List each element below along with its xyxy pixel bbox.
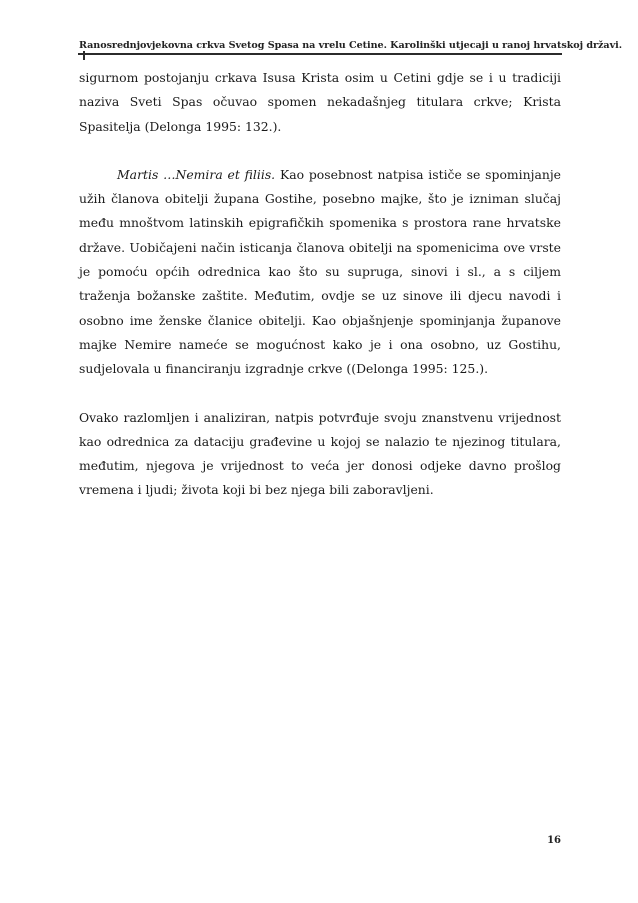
paragraph [79,66,561,139]
paragraph-text: Kao posebnost natpisa ističe se spominjanje užih članova obitelji župana Gostihe, posebno majke, što je izniman slučaj među mnoštvom latinskih epigrafičkih spomenika s prostora rane hrvatske države. Uobičajeni način isticanja članova obitelji na spomenicima ove vrste je pomoću općih odrednica kao što su supruga, sinovi i sl., a s ciljem traženja božanske zaštite. Međutim, ovdje se uz sinove ili djecu navodi i osobno ime ženske članice obitelji. Kao objašnjenje spominjanja županove majke Nemire nameće se mogućnost kako je i ona osobno, uz Gostihu, sudjelovala u financiranju izgradnje crkve ((Delonga 1995: 125.). [79,166,561,377]
header-rule-tick [83,51,85,60]
paragraph [79,163,561,382]
paragraph [79,406,561,503]
paragraph-text: sigurnom postojanju crkava Isusa Krista osim u Cetini gdje se i u tradiciji naziva Sveti Spas očuvao spomen nekadašnjeg titulara crkve; Krista Spasitelja (Delonga 1995: 132.). [79,70,561,134]
running-header: Ranosrednjovjekovna crkva Svetog Spasa na vrelu Cetine. Karolinški utjecaji u ranoj hrvatskoj državi. [79,40,622,51]
page-number: 16 [547,835,561,846]
body-text [79,66,561,503]
header-rule [78,53,562,55]
paragraph-text: Ovako razlomljen i analiziran, natpis potvrđuje svoju znanstvenu vrijednost kao odrednica za dataciju građevine u kojoj se nalazio te njezinog titulara, međutim, njegova je vrijednost to veća jer donosi odjeke davno prošlog vremena i ljudi; života koji bi bez njega bili zaboravljeni. [79,409,561,498]
latin-quote: Martis …Nemira et filiis. [117,166,276,182]
